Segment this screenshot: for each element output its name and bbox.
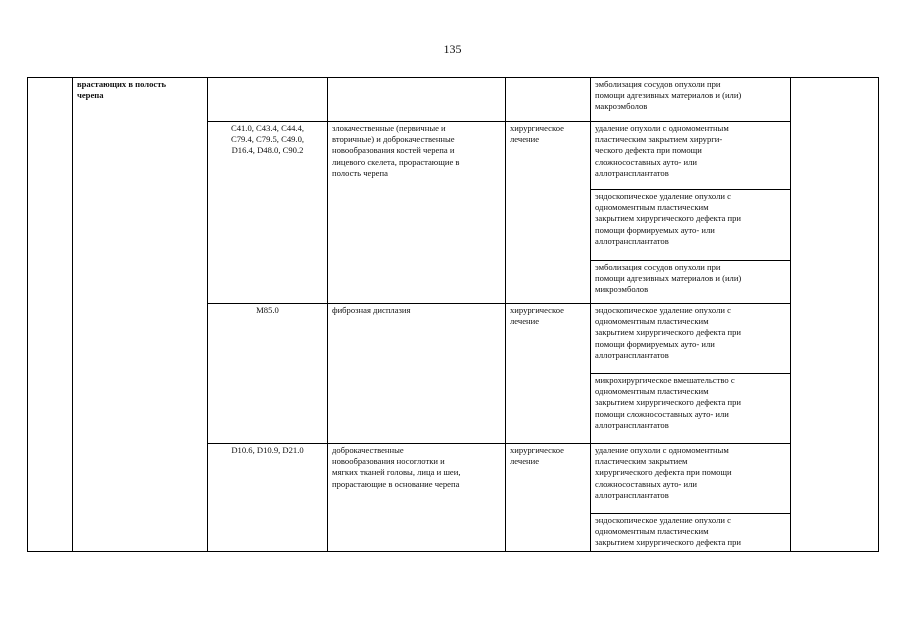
- treatment-cell: хирургическое лечение: [506, 304, 591, 444]
- codes-cell: C41.0, C43.4, C44.4, C79.4, C79.5, C49.0, D16.4, D48.0, C90.2: [208, 122, 328, 304]
- col-a-cell: [28, 78, 73, 552]
- method-cell: эндоскопическое удаление опухоли с одномоментным пластическим закрытием хирургического дефекта при помощи формируемых ауто- или аллотрансплантатов: [591, 304, 791, 374]
- col-b-cell: врастающих в полость черепа: [73, 78, 208, 552]
- method-cell: эмболизация сосудов опухоли при помощи адгезивных материалов и (или) макроэмболов: [591, 78, 791, 122]
- table-row: [28, 78, 879, 122]
- treatment-cell: [506, 78, 591, 122]
- method-cell: эндоскопическое удаление опухоли с одномоментным пластическим закрытием хирургического дефекта при помощи формируемых ауто- или аллотрансплантатов: [591, 190, 791, 261]
- diagnosis-cell: злокачественные (первичные и вторичные) и доброкачественные новообразования костей черепа и лицевого скелета, прорастающие в полость черепа: [328, 122, 506, 304]
- method-cell: удаление опухоли с одномоментным пластическим закрытием хирурги- ческого дефекта при помощи сложносоставных ауто- или аллотрансплантатов: [591, 122, 791, 190]
- method-cell: удаление опухоли с одномоментным пластическим закрытием хирургического дефекта при помощи сложносоставных ауто- или аллотрансплантатов: [591, 444, 791, 514]
- diagnosis-cell: фиброзная дисплазия: [328, 304, 506, 444]
- page-number: 135: [443, 42, 462, 56]
- diagnosis-cell: [328, 78, 506, 122]
- method-cell: микрохирургическое вмешательство с одномоментным пластическим закрытием хирургического дефекта при помощи сложносоставных ауто- или аллотрансплантатов: [591, 374, 791, 444]
- col-g-cell: [791, 78, 879, 552]
- codes-cell: [208, 78, 328, 122]
- diagnosis-cell: доброкачественные новообразования носоглотки и мягких тканей головы, лица и шеи, прорастающие в основание черепа: [328, 444, 506, 552]
- medical-procedures-table: [27, 77, 879, 552]
- method-cell: эмболизация сосудов опухоли при помощи адгезивных материалов и (или) микроэмболов: [591, 261, 791, 304]
- codes-cell: M85.0: [208, 304, 328, 444]
- treatment-cell: хирургическое лечение: [506, 122, 591, 304]
- codes-cell: D10.6, D10.9, D21.0: [208, 444, 328, 552]
- treatment-cell: хирургическое лечение: [506, 444, 591, 552]
- method-cell: эндоскопическое удаление опухоли с одномоментным пластическим закрытием хирургического дефекта при: [591, 514, 791, 552]
